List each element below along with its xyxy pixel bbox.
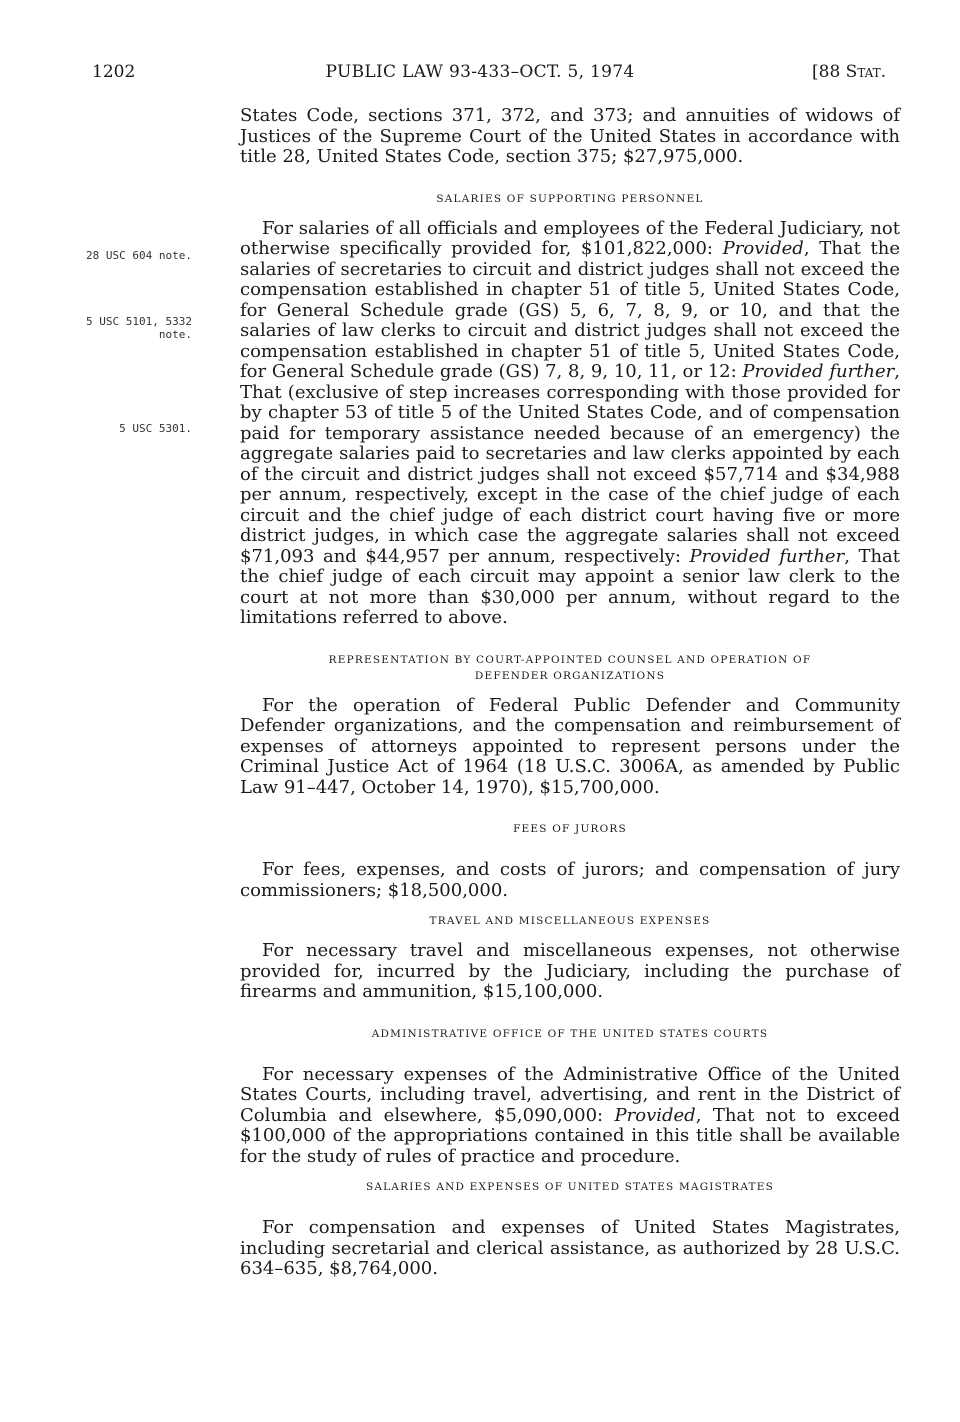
margin-note: 5 USC 5301. xyxy=(119,422,192,435)
continuation-paragraph: States Code, sections 371, 372, and 373; and annuities of widows of Justices of the Supreme Court of the United States in accordance with title 28, United States Code, section 375; $27,975,000. xyxy=(240,105,900,167)
section-heading: TRAVEL AND MISCELLANEOUS EXPENSES xyxy=(429,915,711,927)
margin-note: 28 USC 604 note. xyxy=(86,249,192,262)
admin-office-paragraph: For necessary expenses of the Administrative Office of the United States Courts, including travel, advertising, and rent in the District of Columbia and elsewhere, $5,090,000: Provided, That not to exceed $100,000 of the appropriations contained in this title shall be available for the study of rules of practice and procedure. xyxy=(240,1063,900,1167)
jurors-paragraph: For fees, expenses, and costs of jurors; and compensation of jury commissioners; $18,500,000. xyxy=(240,859,900,901)
section-heading: FEES OF JURORS xyxy=(513,823,627,835)
representation-paragraph: For the operation of Federal Public Defender and Community Defender organizations, and the compensation and reimbursement of expenses of attorneys appointed to represent persons under the Criminal Justice Act of 1964 (18 U.S.C. 3006A, as amended by Public Law 91–447, October 14, 1970), $15,700,000. xyxy=(240,694,900,798)
travel-paragraph: For necessary travel and miscellaneous expenses, not otherwise provided for, incurred by the Judiciary, including the purchase of firearms and ammunition, $15,100,000. xyxy=(240,940,900,1002)
supporting-personnel-paragraph: For salaries of all officials and employees of the Federal Judiciary, not otherwise specifically provided for, $101,822,000: Provided, That the salaries of secretaries to circuit and district judges shall not exceed the compensation established in chapter 51 of title 5, United States Code, for General Schedule grade (GS) 5, 6, 7, 8, 9, or 10, and that the salaries of law clerks to circuit and district judges shall not exceed the compensation established in chapter 51 of title 5, United States Code, for General Schedule grade (GS) 7, 8, 9, 10, 11, or 12: Provided further, That (exclusive of step increases corresponding with those provided for by chapter 53 of title 5 of the United States Code, and of compensation paid for temporary assistance needed because of an emergency) the aggregate salaries paid to secretaries and law clerks appointed by each of the circuit and district judges shall not exceed $57,714 and $34,988 per annum, respectively, except in the case of the chief judge of each circuit and the chief judge of each district court having five or more district judges, in which case the aggregate salaries shall not exceed $71,093 and $44,957 per annum, respectively: Provided further, That the chief judge of each circuit may appoint a senior law clerk to the court at not more than $30,000 per annum, without regard to the limitations referred to above. xyxy=(240,217,901,628)
section-heading: ADMINISTRATIVE OFFICE OF THE UNITED STATES COURTS xyxy=(371,1027,769,1040)
section-heading: REPRESENTATION BY COURT-APPOINTED COUNSEL AND OPERATION OF DEFENDER ORGANIZATIONS xyxy=(328,653,812,682)
magistrates-paragraph: For compensation and expenses of United States Magistrates, including secretarial and clerical assistance, as authorized by 28 U.S.C. 634–635, $8,764,000. xyxy=(240,1217,900,1279)
page-body xyxy=(240,106,900,1280)
page-title: PUBLIC LAW 93-433–OCT. 5, 1974 xyxy=(325,62,635,82)
margin-note: 5 USC 5101, 5332 note. xyxy=(86,315,192,341)
section-heading: SALARIES OF SUPPORTING PERSONNEL xyxy=(436,192,704,205)
section-heading: SALARIES AND EXPENSES OF UNITED STATES MAGISTRATES xyxy=(365,1181,775,1193)
statute-reference: [88 Stat. xyxy=(812,62,887,82)
page-number: 1202 xyxy=(92,62,136,82)
running-head xyxy=(0,62,960,88)
